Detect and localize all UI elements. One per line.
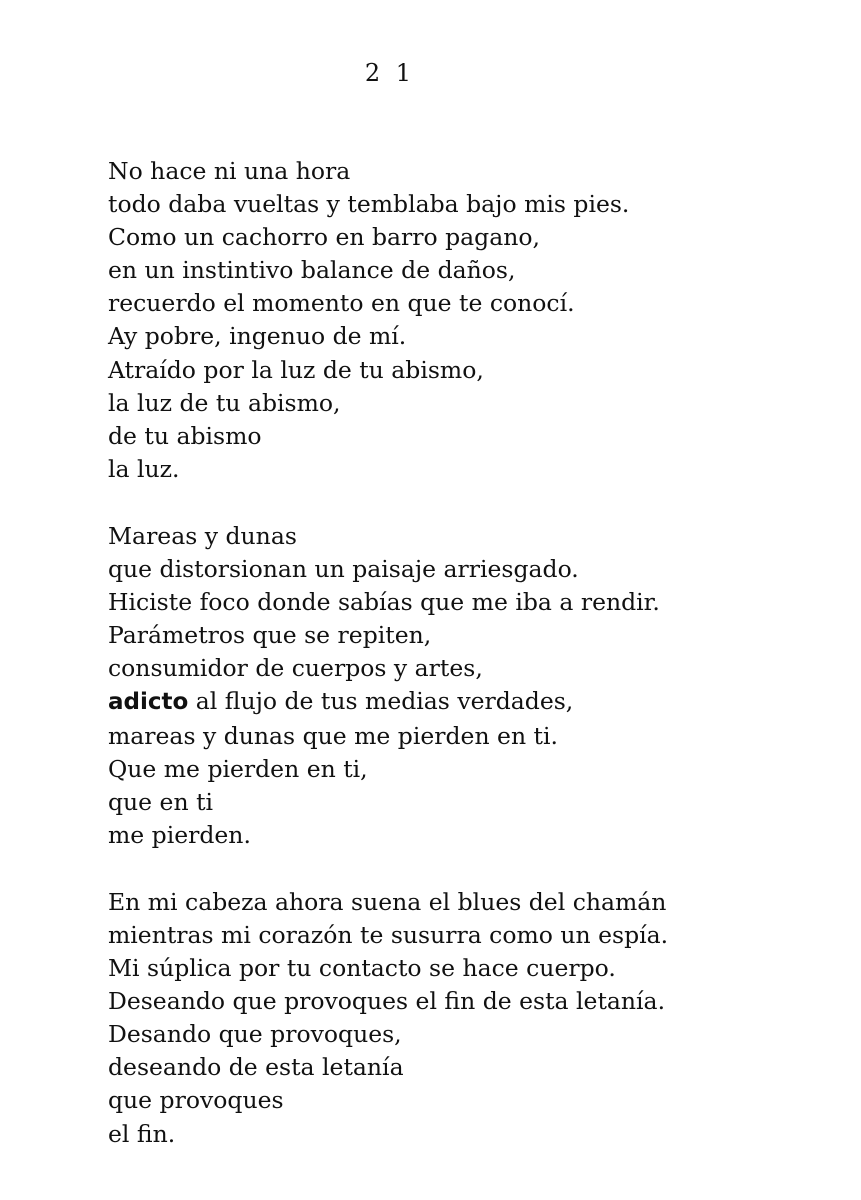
poem-line: la luz. (108, 454, 180, 483)
stanza-3 (108, 886, 828, 1151)
page-number: 2 1 (364, 59, 416, 87)
poem-line-rest: al flujo de tus medias verdades, (195, 687, 574, 716)
bold-word: adicto (108, 689, 189, 716)
poem-line: que en ti (108, 787, 214, 816)
poem-line: Parámetros que se repiten, (108, 621, 432, 650)
poem-line: mareas y dunas que me pierden en ti. (108, 721, 558, 750)
poem-line: consumidor de cuerpos y artes, (108, 654, 483, 683)
poem-line: Mi súplica por tu contacto se hace cuerpo. (108, 954, 616, 983)
poem-line: Desando que provoques, (108, 1020, 402, 1049)
poem-line: que distorsionan un paisaje arriesgado. (108, 555, 579, 584)
poem-line: Hiciste foco donde sabías que me iba a rendir. (108, 588, 660, 617)
poem-line: la luz de tu abismo, (108, 388, 341, 417)
poem-line: Atraído por la luz de tu abismo, (108, 355, 484, 384)
poem-line: Deseando que provoques el fin de esta letanía. (108, 987, 666, 1016)
stanza-2 (108, 520, 828, 852)
poem-line: En mi cabeza ahora suena el blues del chamán (108, 887, 667, 916)
poem-line: recuerdo el momento en que te conocí. (108, 289, 575, 318)
poem-line: el fin. (108, 1119, 176, 1148)
stanza-1 (108, 155, 828, 486)
poem-line: que provoques (108, 1086, 284, 1115)
poem-line: todo daba vueltas y temblaba bajo mis pies. (108, 190, 630, 219)
poem-line: me pierden. (108, 820, 251, 849)
poem-line: No hace ni una hora (108, 157, 351, 185)
poem-line-with-bold (108, 685, 828, 719)
poem-line: Mareas y dunas (108, 521, 297, 550)
poem-line: Como un cachorro en barro pagano, (108, 223, 540, 252)
poem-line: Ay pobre, ingenuo de mí. (108, 322, 407, 351)
poem-line: mientras mi corazón te susurra como un espía. (108, 920, 669, 949)
poem-line: deseando de esta letanía (108, 1053, 404, 1082)
poem-line: en un instintivo balance de daños, (108, 256, 516, 285)
poem-line: de tu abismo (108, 421, 262, 450)
poem-line: Que me pierden en ti, (108, 754, 368, 783)
poem (108, 155, 828, 1185)
